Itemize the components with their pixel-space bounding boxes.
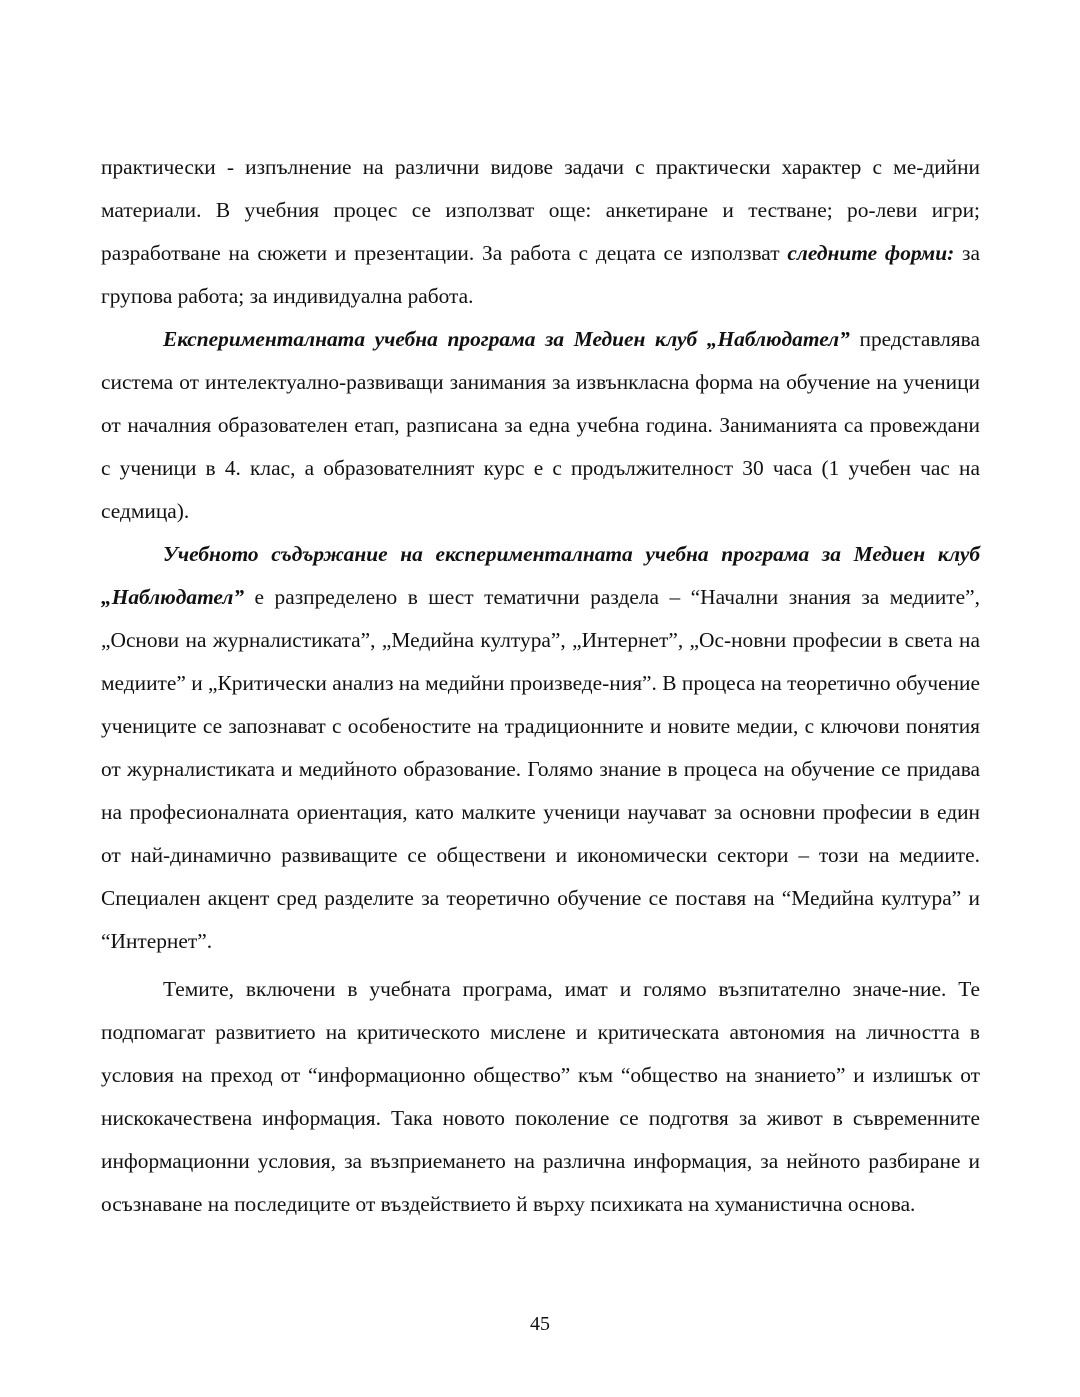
paragraph-forms (101, 146, 980, 318)
paragraph-program (101, 318, 980, 533)
paragraph-content (101, 533, 980, 963)
page-number: 45 (530, 1313, 550, 1335)
paragraph-topics (101, 968, 980, 1226)
paragraph-text: Темите, включени в учебната програма, имат и голямо възпитателно значе-ние. Те подпомагат развитието на критическото мислене и критическата автономия на личността в условия на преход от “информационно общество” към “общество на знанието” и излишък от нискокачествена информация. Така новото поколение се подготвя за живот в съвременните информационни условия, за възприемането на различна информация, за нейното разбиране и осъзнаване на последиците от въздействието й върху психиката на хуманистична основа. (101, 977, 980, 1216)
paragraph-text: практически - изпълнение на различни видове задачи с практически характер с ме-дийни материали. В учебния процес се използват още: анкетиране и тестване; ро-леви игри; разработване на сюжети и презентации. За работа с децата се използват (101, 155, 980, 265)
emphasis-text: Експерименталната учебна програма за Медиен клуб „Наблюдател” (163, 327, 850, 351)
paragraph-text: представлява система от интелектуално-развиващи занимания за извънкласна форма на обучение на ученици от началния образователен етап, разписана за една учебна година. Заниманията са провеждани с ученици в 4. клас, а образователният курс е с продължителност 30 часа (1 учебен час на седмица). (101, 327, 980, 523)
paragraph-text: за групова работа; за индивидуална работа. (101, 241, 981, 308)
body-text (101, 146, 980, 1226)
paragraph-text: е разпределено в шест тематични раздела – “Начални знания за медиите”, „Основи на журналистиката”, „Медийна култура”, „Интернет”, „Ос-новни професии в света на медиите” и „Критически анализ на медийни произведе-ния”. В процеса на теоретично обучение учениците се запознават с особеностите на традиционните и новите медии, с ключови понятия от журналистиката и медийното образование. Голямо знание в процеса на обучение се придава на професионалната ориентация, като малките ученици научават за основни професии в един от най-динамично развиващите се обществени и икономически сектори – този на медиите. Специален акцент сред разделите за теоретично обучение се поставя на “Медийна култура” и “Интернет”. (101, 585, 980, 953)
emphasis-text: Учебното съдържание на експерименталната учебна програма за Медиен клуб „Наблюдател” (101, 542, 980, 609)
emphasis-text: следните форми: (787, 241, 955, 265)
